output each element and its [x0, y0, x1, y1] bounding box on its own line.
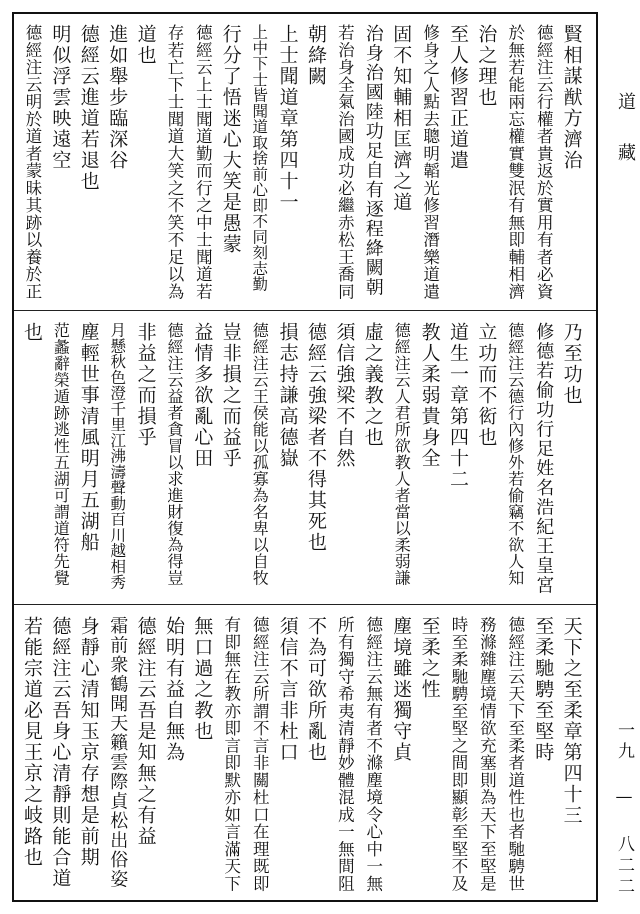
text-column: 德經注云天下至柔者道性也者馳騁世 — [505, 616, 525, 892]
text-column: 德經注云吾身心清靜則能合道 — [49, 616, 72, 889]
text-column: 始明有益自無為 — [163, 616, 185, 763]
text-column: 行分了悟迷心大笑是愚蒙 — [219, 24, 242, 255]
text-column: 有即無在教亦即言即默亦如言滿天下 — [221, 616, 241, 892]
text-column: 須信不言非杜口 — [276, 616, 299, 763]
text-column: 霜前衆鶴聞天籟雲際貞松出俗姿 — [107, 616, 129, 889]
text-column: 須信強梁不自然 — [333, 322, 356, 469]
page-number: 一九 — 八二二 — [614, 721, 634, 898]
text-panel-upper — [14, 18, 596, 304]
text-column: 德經注云王侯能以孤寡為名卑以自牧 — [250, 322, 270, 586]
text-column: 非益之而損乎 — [134, 322, 157, 448]
text-column: 損志持謙高德嶽 — [276, 322, 299, 469]
text-column: 固不知輔相匡濟之道 — [390, 24, 413, 213]
text-column: 月懸秋色澄千里江沸濤聲動百川越相秀 — [108, 322, 127, 590]
text-column: 范蠡辭榮遁跡逃性五湖可謂道符先覺 — [51, 322, 71, 586]
text-panel-middle — [14, 316, 596, 598]
text-column: 上士聞道章第四十一 — [276, 24, 299, 213]
text-column: 若治身全氣治國成功必繼赤松王喬同 — [335, 24, 355, 300]
text-column: 德經注云益者貪冒以求進財復為得豈 — [165, 322, 184, 586]
text-column: 上中下士皆聞道取捨前心即不同刻志勤 — [250, 24, 269, 292]
divider-bottom — [14, 604, 596, 605]
text-column: 所有獨守希夷清靜妙體混成一無間阻 — [335, 616, 355, 892]
text-column: 德經注云吾是知無之有益 — [134, 616, 157, 847]
text-column: 德經云強梁者不得其死也 — [305, 322, 327, 553]
text-column: 德經注云德行內修外若偷竊不欲人知 — [505, 322, 525, 586]
text-column: 時至柔馳騁至堅之間即顯彰至堅不及 — [449, 616, 468, 892]
text-column: 德經注云行權者貴返於實用有者必資 — [534, 24, 554, 300]
text-column: 德經注云明於道者蒙昧其跡以養於正 — [23, 24, 42, 300]
text-column: 務滌雜塵境情欲充塞則為天下至堅是 — [477, 616, 497, 892]
book-title: 道 藏 — [615, 92, 636, 167]
text-column: 益情多欲亂心田 — [191, 322, 214, 469]
text-column: 身靜心清知玉京存想是前期 — [77, 616, 100, 868]
text-column: 塵輕世事清風明月五湖船 — [77, 322, 100, 553]
text-column: 至柔之性 — [418, 616, 441, 700]
text-column: 德經注云人君所欲教人者當以柔弱謙 — [392, 322, 412, 586]
text-column: 進如舉步臨深谷 — [106, 24, 129, 171]
text-column: 修身之人點去聰明韜光修習潛樂道遣 — [420, 24, 440, 300]
text-column: 教人柔弱貴身全 — [418, 322, 441, 469]
text-column: 道生一章第四十二 — [447, 322, 469, 490]
text-column: 無口過之教也 — [191, 616, 214, 742]
text-column: 德經注云無有者不滌塵境令心中一無 — [363, 616, 383, 892]
page-margin — [606, 12, 636, 902]
text-column: 德經云上士聞道勤而行之中士聞道若 — [193, 24, 213, 300]
text-column: 虛之義教之也 — [361, 322, 384, 448]
text-column: 存若亡下士聞道大笑之不笑不足以為 — [165, 24, 184, 300]
text-column: 豈非損之而益乎 — [219, 322, 242, 469]
text-panel-lower — [14, 610, 596, 896]
text-column: 至人修習正道遣 — [447, 24, 469, 171]
text-column: 乃至功也 — [560, 322, 583, 406]
text-column: 德經云進道若退也 — [77, 24, 100, 192]
text-column: 治之理也 — [475, 24, 498, 108]
text-column: 賢相謀猷方濟治 — [560, 24, 583, 171]
text-column: 天下之至柔章第四十三 — [560, 616, 583, 826]
text-column: 至柔馳騁至堅時 — [532, 616, 555, 763]
text-column: 若能宗道必見王京之岐路也 — [21, 616, 43, 868]
text-column: 治身治國陸功足自有逐程絳闕朝 — [362, 24, 384, 297]
text-column: 修德若偷功行足姓名浩紀王皇宮 — [533, 322, 555, 595]
text-column: 立功而不衒也 — [475, 322, 498, 448]
text-column: 不為可欲所亂也 — [305, 616, 327, 763]
divider-top — [14, 310, 596, 311]
text-column: 於無若能兩忘權實雙泯有無即輔相濟 — [505, 24, 525, 300]
text-column: 朝絳闕 — [305, 24, 327, 87]
text-column: 道也 — [134, 24, 157, 66]
text-column: 也 — [21, 322, 43, 343]
text-column: 明似浮雲映遠空 — [49, 24, 72, 171]
text-column: 德經注云所謂不言非關杜口在理既即 — [250, 616, 270, 892]
text-column: 塵境雖迷獨守貞 — [390, 616, 413, 763]
